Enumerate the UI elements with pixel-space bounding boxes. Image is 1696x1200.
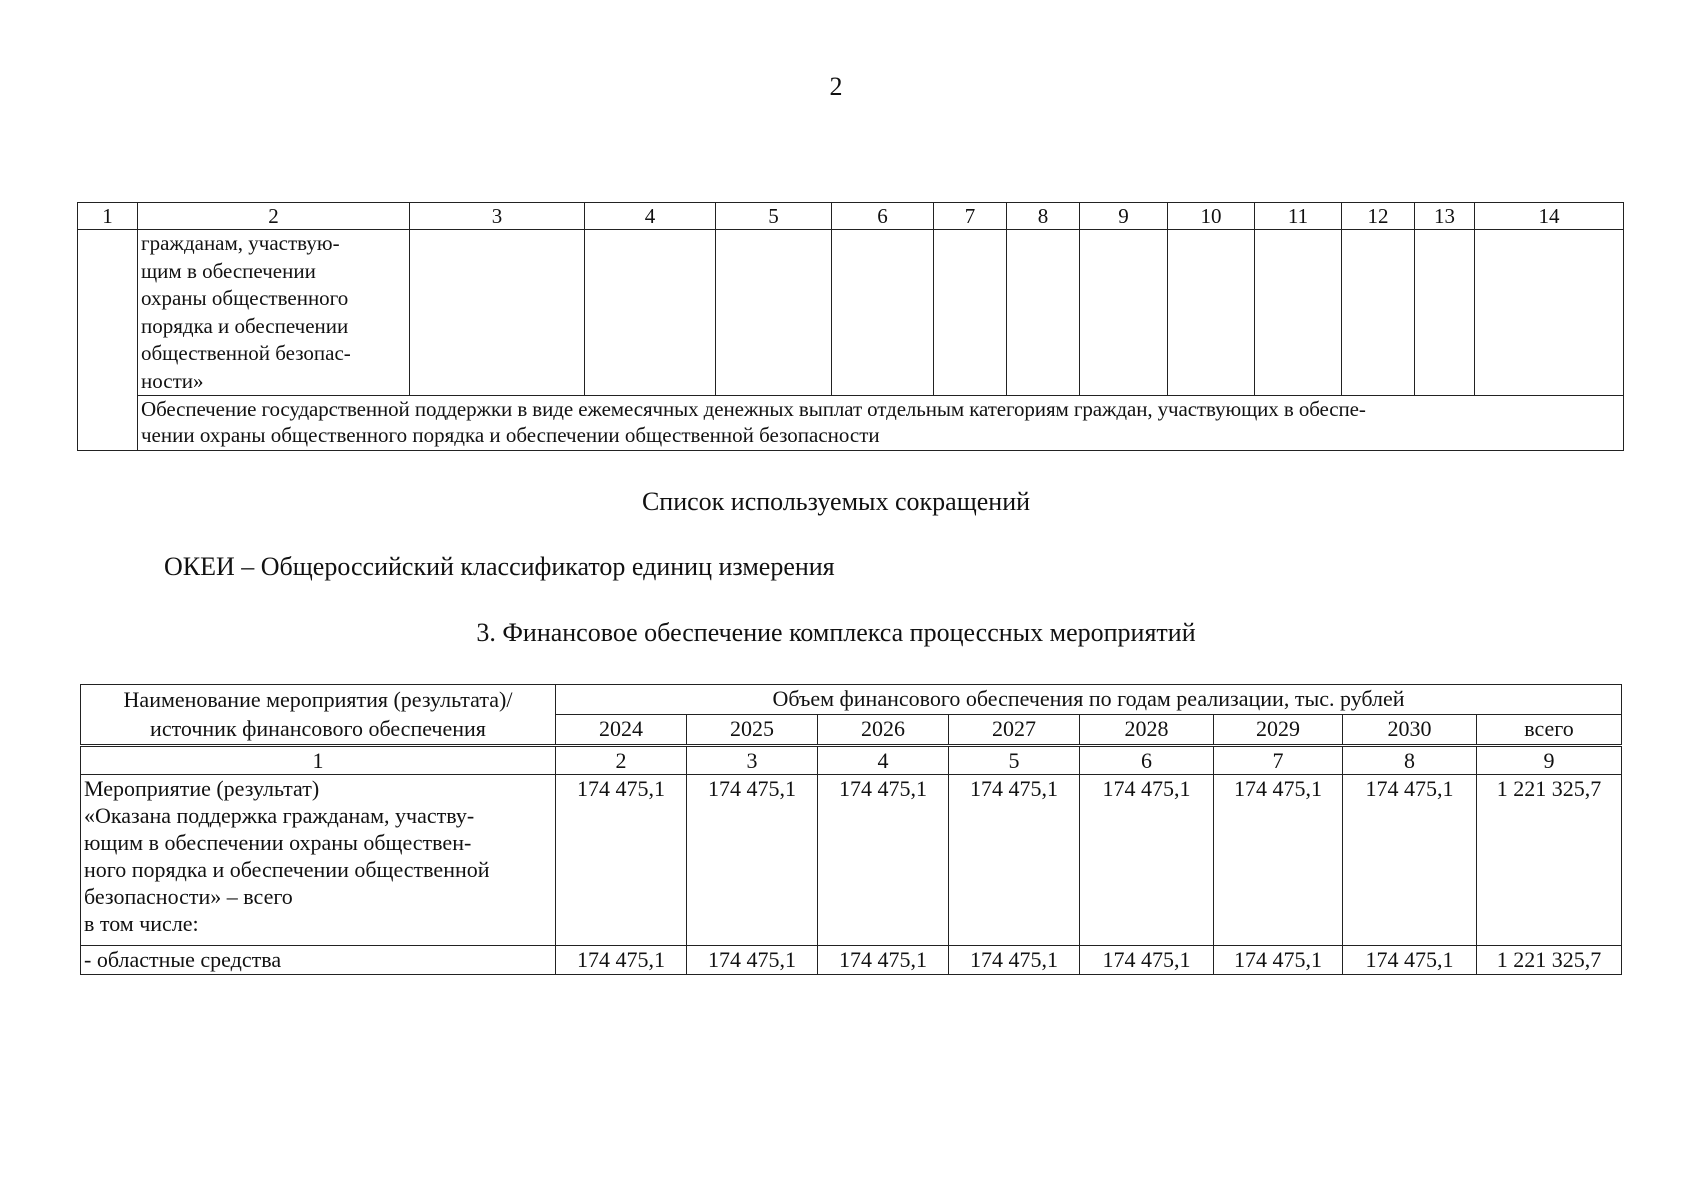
value-cell: 174 475,1 (1214, 775, 1343, 946)
table-header-row (81, 685, 1622, 715)
header-line: источник финансового обеспечения (150, 716, 486, 741)
text-line: охраны общественного (141, 286, 349, 310)
table-cell (1007, 230, 1080, 396)
text-line: общественной безопас- (141, 341, 351, 365)
value-cell: 174 475,1 (818, 775, 949, 946)
text-line: безопасности» – всего (84, 884, 293, 909)
value-cell: 174 475,1 (818, 946, 949, 975)
value-cell: 174 475,1 (949, 946, 1080, 975)
text-line: «Оказана поддержка гражданам, участву- (84, 803, 475, 828)
value-cell: 174 475,1 (949, 775, 1080, 946)
value-cell: 174 475,1 (1343, 946, 1477, 975)
column-number: 2 (138, 203, 410, 230)
table-cell (410, 230, 585, 396)
page-number: 2 (829, 72, 843, 101)
column-number: 2 (556, 746, 687, 775)
column-number: 3 (410, 203, 585, 230)
table-row (81, 946, 1622, 975)
column-number: 5 (949, 746, 1080, 775)
text-line: Обеспечение государственной поддержки в виде ежемесячных денежных выплат отдельным категориям граждан, участвующих в обеспе- (141, 397, 1366, 421)
financing-table (80, 684, 1622, 975)
column-number: 13 (1415, 203, 1475, 230)
text-line: в том числе: (84, 911, 199, 936)
year-header: 2026 (818, 715, 949, 746)
activity-name-cell (81, 775, 556, 946)
table-cell (1415, 230, 1475, 396)
text-line: ного порядка и обеспечении общественной (84, 857, 490, 882)
column-number: 4 (818, 746, 949, 775)
table-cell (1255, 230, 1342, 396)
column-number: 8 (1007, 203, 1080, 230)
column-number: 1 (78, 203, 138, 230)
value-cell: 174 475,1 (687, 775, 818, 946)
column-numbers-row (81, 746, 1622, 775)
volume-header: Объем финансового обеспечения по годам реализации, тыс. рублей (556, 685, 1622, 715)
result-name-cell (138, 230, 410, 396)
text-line: - областные средства (84, 947, 282, 972)
column-number: 5 (716, 203, 832, 230)
column-number: 4 (585, 203, 716, 230)
value-cell: 174 475,1 (1214, 946, 1343, 975)
value-cell: 174 475,1 (1080, 775, 1214, 946)
column-number: 7 (934, 203, 1007, 230)
value-cell: 174 475,1 (687, 946, 818, 975)
text-line: ющим в обеспечении охраны обществен- (84, 830, 472, 855)
description-cell (138, 396, 1624, 451)
table-cell (78, 230, 138, 451)
table-row (78, 230, 1624, 396)
table-header-row (78, 203, 1624, 230)
abbreviations-title: Список используемых сокращений (641, 487, 1031, 516)
header-line: Наименование мероприятия (результата)/ (123, 687, 513, 712)
total-cell: 1 221 325,7 (1477, 775, 1622, 946)
column-number: 9 (1080, 203, 1168, 230)
column-number: 11 (1255, 203, 1342, 230)
column-number: 1 (81, 746, 556, 775)
table-row (81, 775, 1622, 946)
column-number: 8 (1343, 746, 1477, 775)
year-header: 2025 (687, 715, 818, 746)
column-number: 6 (1080, 746, 1214, 775)
abbreviation-item: ОКЕИ – Общероссийский классификатор единиц измерения (164, 552, 835, 581)
value-cell: 174 475,1 (556, 946, 687, 975)
column-number: 10 (1168, 203, 1255, 230)
indicators-table-continuation (77, 202, 1624, 451)
year-header: 2030 (1343, 715, 1477, 746)
column-number: 9 (1477, 746, 1622, 775)
table-cell (934, 230, 1007, 396)
column-number: 3 (687, 746, 818, 775)
total-header: всего (1477, 715, 1622, 746)
text-line: чении охраны общественного порядка и обеспечении общественной безопасности (141, 423, 880, 447)
table-cell (832, 230, 934, 396)
year-header: 2027 (949, 715, 1080, 746)
text-line: Мероприятие (результат) (84, 776, 320, 801)
year-header: 2029 (1214, 715, 1343, 746)
source-name-cell (81, 946, 556, 975)
value-cell: 174 475,1 (1080, 946, 1214, 975)
text-line: порядка и обеспечении (141, 313, 349, 338)
text-line: ности» (141, 368, 204, 393)
total-cell: 1 221 325,7 (1477, 946, 1622, 975)
table-row (78, 396, 1624, 451)
column-number: 14 (1475, 203, 1624, 230)
value-cell: 174 475,1 (556, 775, 687, 946)
table-cell (1342, 230, 1415, 396)
column-number: 6 (832, 203, 934, 230)
year-header: 2028 (1080, 715, 1214, 746)
table-cell (716, 230, 832, 396)
name-header (81, 685, 556, 746)
table-cell (1168, 230, 1255, 396)
table-cell (1475, 230, 1624, 396)
text-line: гражданам, участвую- (141, 231, 340, 255)
table-cell (1080, 230, 1168, 396)
text-line: щим в обеспечении (141, 258, 316, 283)
column-number: 7 (1214, 746, 1343, 775)
financing-title: 3. Финансовое обеспечение комплекса процессных мероприятий (476, 618, 1196, 647)
value-cell: 174 475,1 (1343, 775, 1477, 946)
year-header: 2024 (556, 715, 687, 746)
table-cell (585, 230, 716, 396)
column-number: 12 (1342, 203, 1415, 230)
